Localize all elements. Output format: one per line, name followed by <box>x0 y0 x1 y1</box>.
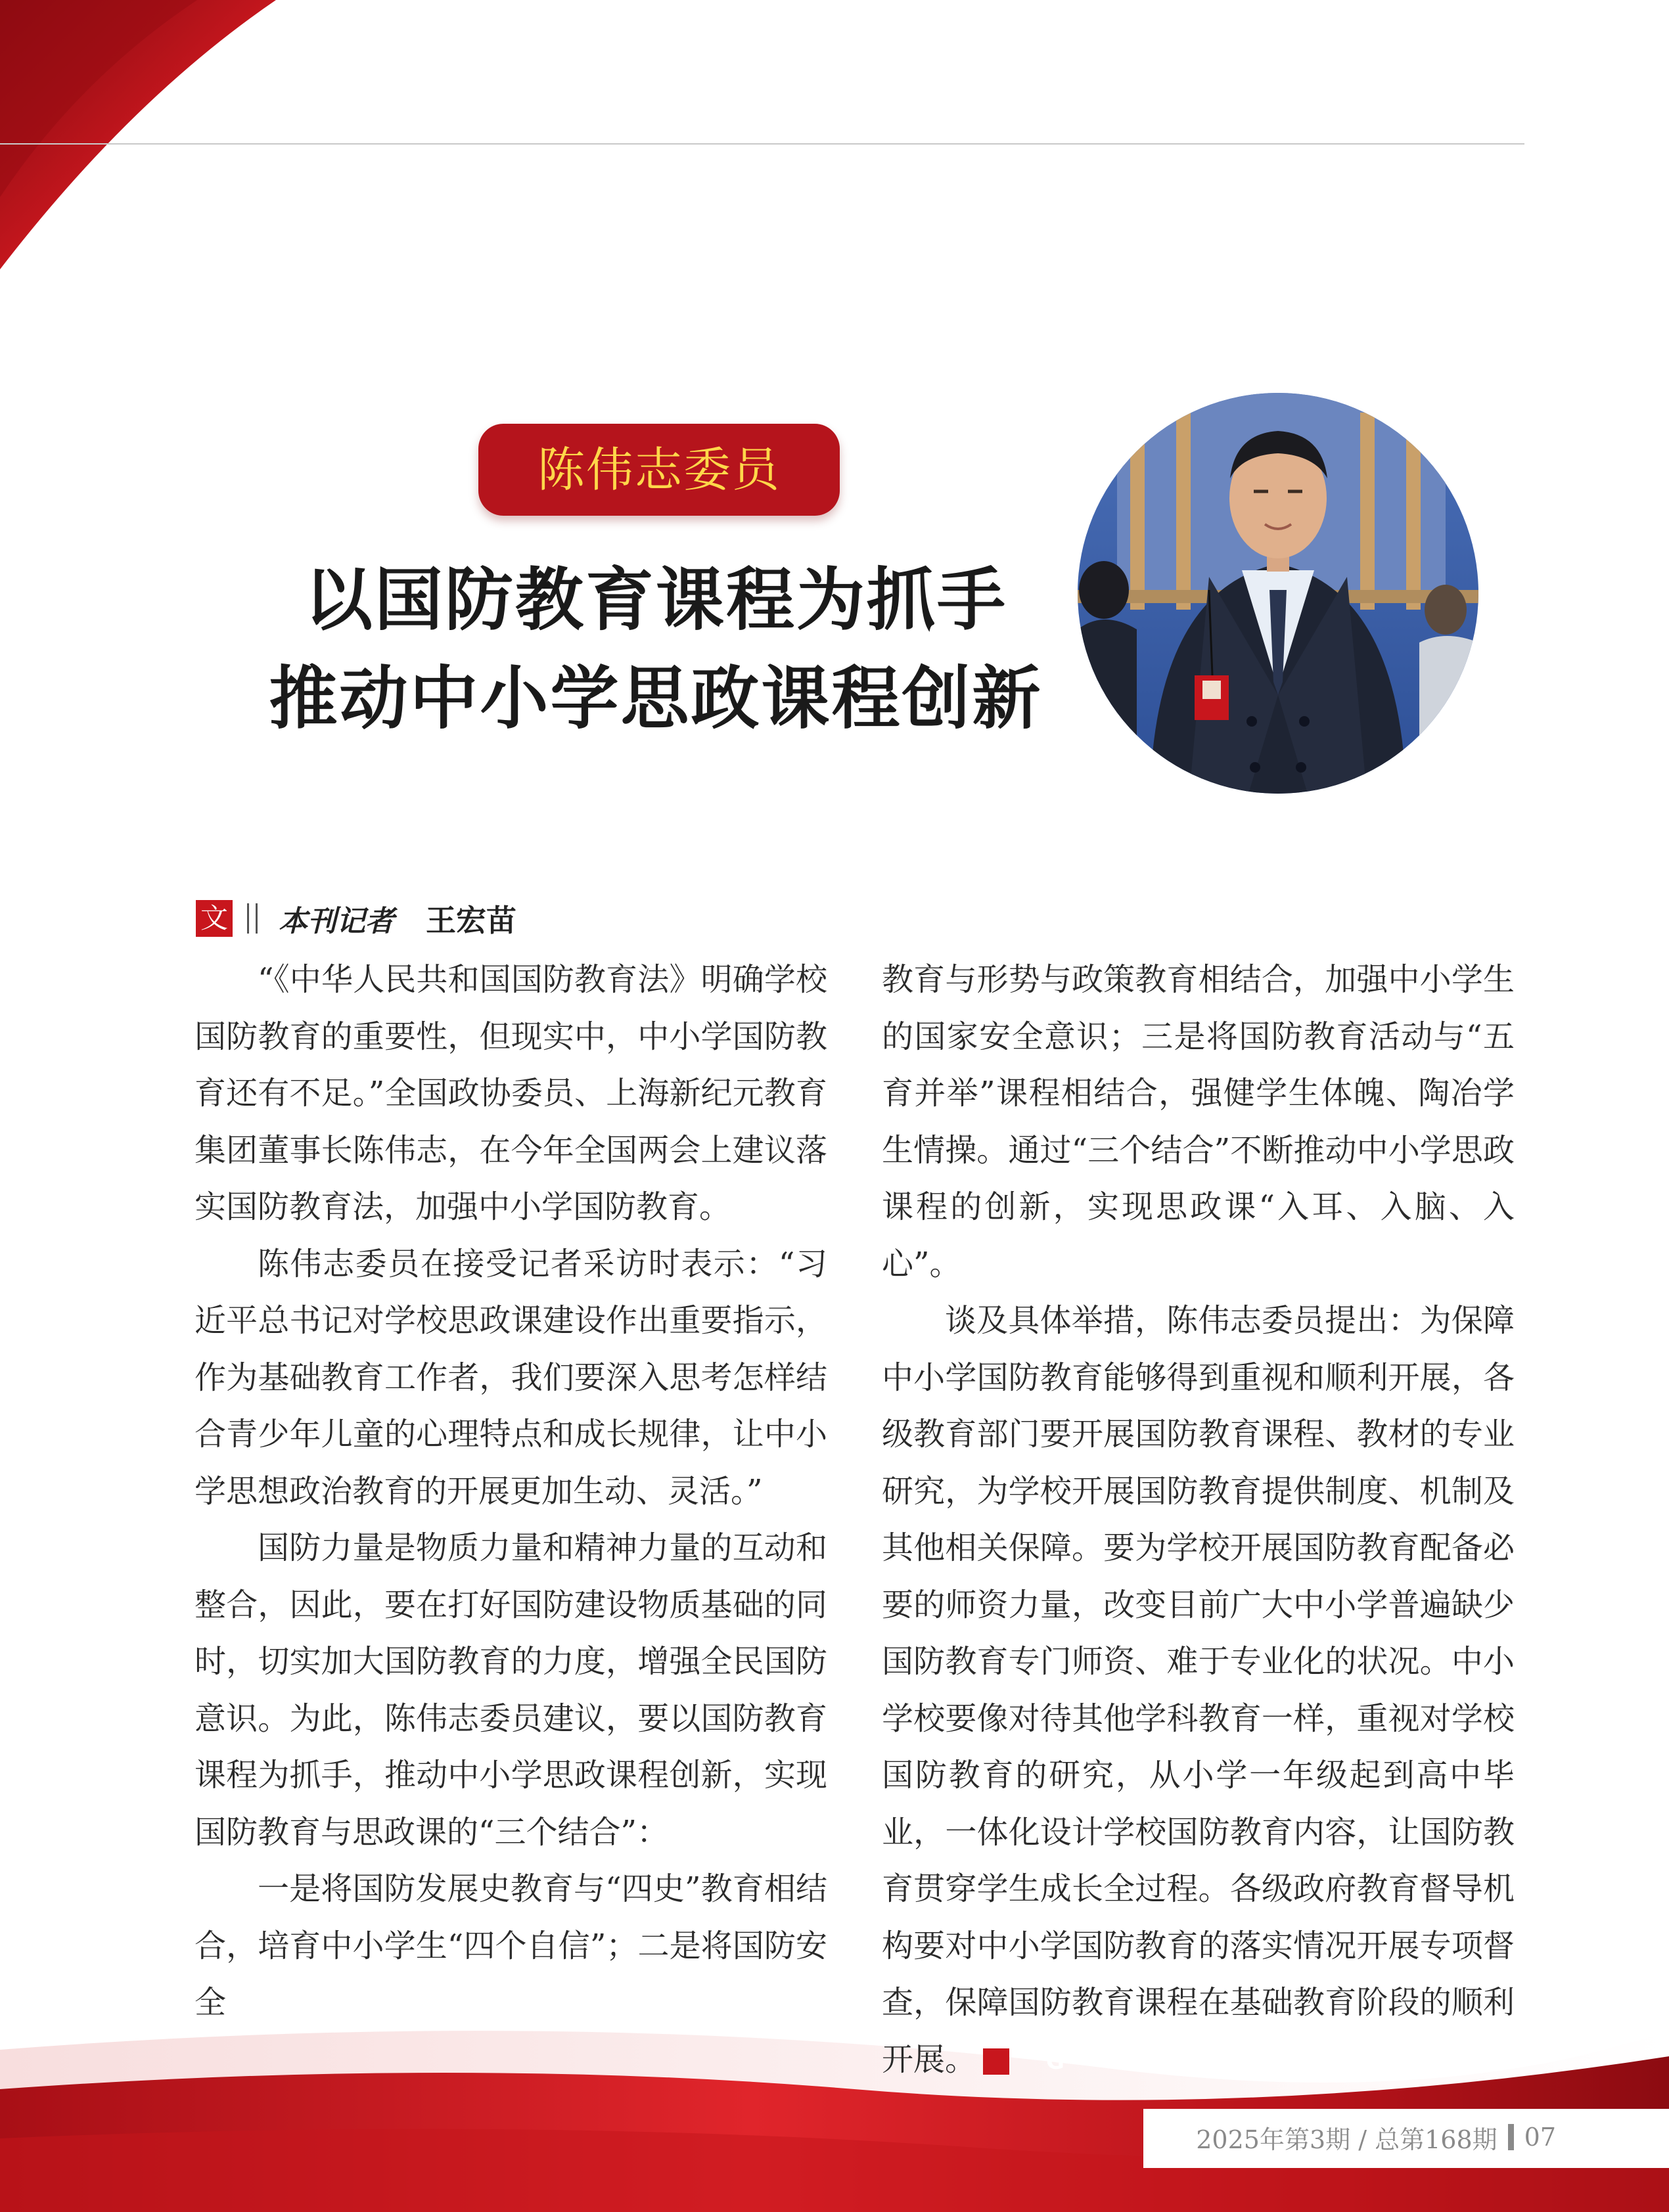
byline-name: 王宏苗 <box>426 903 516 938</box>
folio-separator <box>1508 2124 1514 2150</box>
page-number: 07 <box>1524 2123 1556 2152</box>
top-rule <box>0 143 1524 145</box>
name-badge <box>478 424 840 516</box>
divider-bars <box>247 903 258 934</box>
portrait-photo <box>1078 393 1478 794</box>
article-title <box>229 551 1083 748</box>
paragraph: “《中华人民共和国国防教育法》明确学校国防教育的重要性，但现实中，中小学国防教育还有不足。”全国政协委员、上海新纪元教育集团董事长陈伟志，在今年全国两会上建议落实国防教育法，加强中小学国防教育。 <box>194 961 827 1225</box>
right-column <box>882 951 1515 2088</box>
title-line-2: 推动中小学思政课程创新 <box>269 658 1043 738</box>
paragraph-text: 谈及具体举措，陈伟志委员提出：为保障中小学国防教育能够得到重视和顺利开展，各级教育部门要开展国防教育课程、教材的专业研究，为学校开展国防教育提供制度、机制及其他相关保障。要为学校开展国防教育配备必要的师资力量，改变目前广大中小学普遍缺少国防教育专门师资、难于专业化的状况。中小学校要像对待其他学科教育一样，重视对学校国防教育的研究，从小学一年级起到高中毕业，一体化设计学校国防教育内容，让国防教育贯穿学生成长全过程。各级政府教育督导机构要对中小学国防教育的落实情况开展专项督查，保障国防教育课程在基础教育阶段的顺利开展。 <box>882 1302 1515 2078</box>
title-line-1: 以国防教育课程为抓手 <box>304 560 1007 640</box>
badge-label: 陈伟志委员 <box>537 442 781 497</box>
page-folio <box>1196 2121 1556 2154</box>
paragraph: 陈伟志委员在接受记者采访时表示：“习近平总书记对学校思政课建设作出重要指示，作为基础教育工作者，我们要深入思考怎样结合青少年儿童的心理特点和成长规律，让中小学思想政治教育的开展更加生动、灵活。” <box>194 1245 827 1510</box>
end-mark-icon: G <box>983 2048 1009 2075</box>
paragraph: 一是将国防发展史教育与“四史”教育相结合，培育中小学生“四个自信”；二是将国防安全 <box>194 1870 827 2021</box>
left-column <box>194 951 827 2031</box>
paragraph: 教育与形势与政策教育相结合，加强中小学生的国家安全意识；三是将国防教育活动与“五育并举”课程相结合，强健学生体魄、陶冶学生情操。通过“三个结合”不断推动中小学思政课程的创新，实现思政课“入耳、入脑、入心”。 <box>882 961 1515 1282</box>
paragraph: 国防力量是物质力量和精神力量的互动和整合，因此，要在打好国防建设物质基础的同时，切实加大国防教育的力度，增强全民国防意识。为此，陈伟志委员建议，要以国防教育课程为抓手，推动中小学思政课程创新，实现国防教育与思政课的“三个结合”： <box>194 1529 827 1851</box>
person-photo-icon <box>1078 393 1478 794</box>
paragraph-last <box>882 1292 1515 2088</box>
byline-role: 本刊记者 <box>279 905 394 938</box>
byline-tag: 文 <box>196 900 233 937</box>
issue-info: 2025年第3期 / 总第168期 <box>1196 2125 1498 2154</box>
byline <box>196 899 516 938</box>
